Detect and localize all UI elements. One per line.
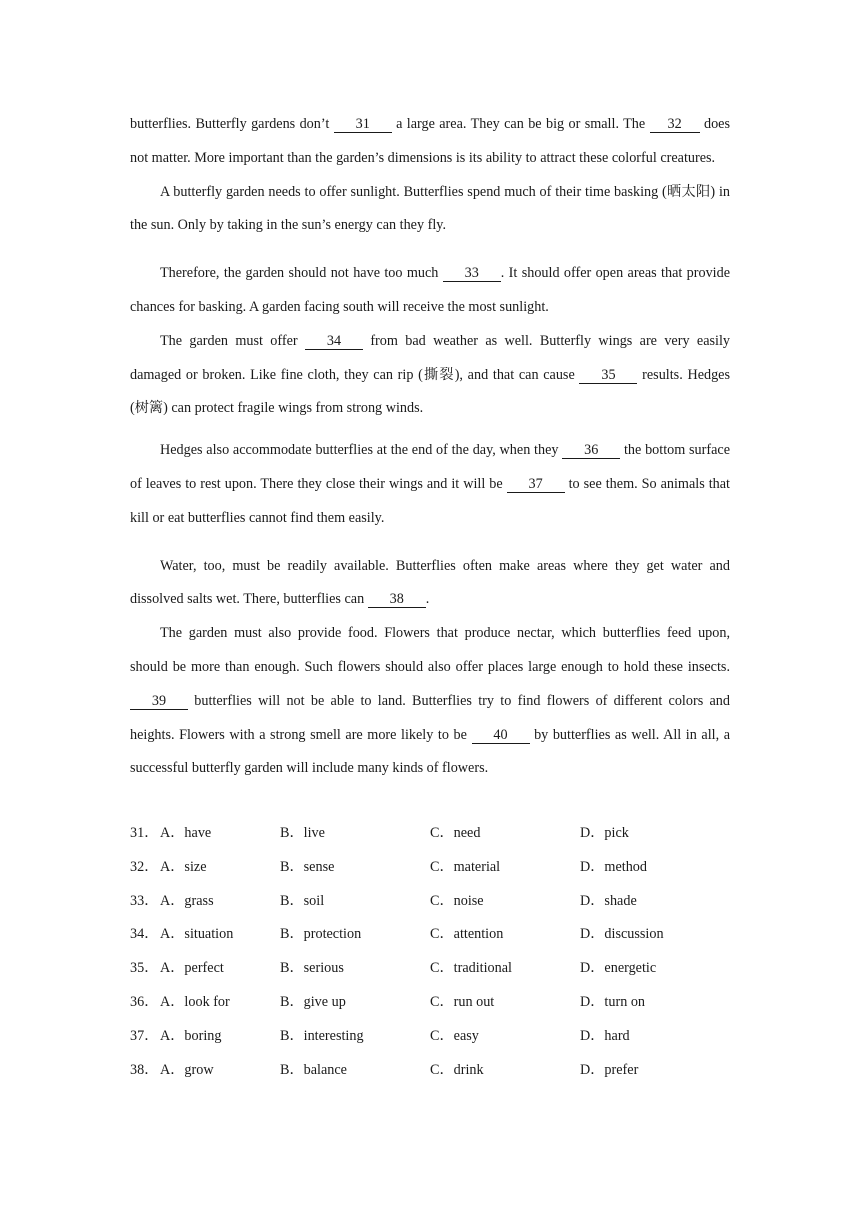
question-number: 31． bbox=[130, 825, 159, 841]
paragraph-6 bbox=[130, 550, 730, 618]
question-row bbox=[130, 918, 750, 952]
question-number: 37． bbox=[130, 1027, 159, 1044]
option-b: B．interesting bbox=[280, 1027, 364, 1044]
paragraph-7 bbox=[130, 617, 730, 786]
paragraph-3 bbox=[130, 257, 730, 325]
option-a: A．size bbox=[160, 858, 207, 875]
passage-text: The garden must also provide food. Flowers that produce nectar, which butterflies feed upon, should be more than enough. Such flowers should also offer places large enough to hold these insects. bbox=[130, 625, 730, 675]
option-c: C．material bbox=[430, 858, 501, 875]
option-b: B．protection bbox=[280, 926, 362, 943]
blank-37: 37 bbox=[507, 476, 565, 493]
question-row bbox=[130, 986, 750, 1020]
option-c: C．attention bbox=[430, 926, 504, 943]
passage-text: Hedges also accommodate butterflies at the end of the day, when they bbox=[160, 442, 563, 459]
question-number: 32． bbox=[130, 858, 159, 875]
passage-text: a large area. They can be big or small. The bbox=[391, 116, 650, 132]
question-row bbox=[130, 1020, 750, 1054]
option-c: C．easy bbox=[430, 1027, 479, 1044]
passage-text: does not matter. More important than the garden’s dimensions is its ability to attract these colorful creatures. bbox=[130, 116, 730, 166]
paragraph-1 bbox=[130, 108, 730, 176]
option-d: D．hard bbox=[580, 1027, 630, 1044]
option-c: C．run out bbox=[430, 993, 495, 1010]
option-a: A．boring bbox=[160, 1027, 222, 1044]
option-c: C．need bbox=[430, 825, 481, 841]
option-b: B．soil bbox=[280, 892, 325, 909]
paragraph-2: A butterfly garden needs to offer sunlight. Butterflies spend much of their time basking (晒太阳) in the sun. Only by taking in the sun’s energy can they fly. bbox=[130, 183, 730, 234]
passage-text: to see them. So animals that kill or eat butterflies cannot find them easily. bbox=[130, 475, 730, 526]
blank-35: 35 bbox=[579, 367, 637, 384]
option-a: A．grow bbox=[160, 1061, 214, 1078]
question-row bbox=[130, 851, 750, 885]
question-number: 35． bbox=[130, 960, 159, 977]
option-d: D．discussion bbox=[580, 926, 664, 943]
option-c: C．noise bbox=[430, 892, 484, 909]
option-d: D．shade bbox=[580, 892, 637, 909]
option-d: D．prefer bbox=[580, 1061, 639, 1078]
passage-text: Water, too, must be readily available. Butterflies often make areas where they get water and dissolved salts wet. There, butterflies can bbox=[130, 557, 730, 608]
option-a: A．perfect bbox=[160, 960, 224, 977]
option-d: D．turn on bbox=[580, 993, 646, 1010]
blank-32: 32 bbox=[650, 116, 700, 133]
passage-text: butterflies. Butterfly gardens don’t bbox=[130, 116, 334, 132]
option-a: A．grass bbox=[160, 892, 214, 909]
blank-34: 34 bbox=[305, 333, 363, 350]
question-row bbox=[130, 952, 750, 986]
option-d: D．energetic bbox=[580, 960, 657, 977]
question-number: 34． bbox=[130, 926, 159, 943]
blank-39: 39 bbox=[130, 693, 188, 710]
option-c: C．drink bbox=[430, 1061, 484, 1078]
option-c: C．traditional bbox=[430, 960, 512, 977]
passage-text: by butterflies as well. All in all, a successful butterfly garden will include many kinds of flowers. bbox=[130, 726, 730, 777]
passage-text: from bad weather as well. Butterfly wings are very easily damaged or broken. Like fine cloth, they can rip (撕裂), and that can cause bbox=[130, 332, 730, 383]
blank-31: 31 bbox=[334, 116, 392, 133]
option-d: D．method bbox=[580, 858, 647, 875]
paragraph-4 bbox=[130, 325, 730, 426]
option-b: B．sense bbox=[280, 858, 335, 875]
blank-36: 36 bbox=[562, 442, 620, 459]
question-number: 33． bbox=[130, 892, 159, 909]
question-row bbox=[130, 885, 750, 919]
option-b: B．balance bbox=[280, 1061, 347, 1078]
passage-text: butterflies will not be able to land. Butterflies try to find flowers of different colors and heights. Flowers with a strong smell are more likely to be bbox=[130, 692, 730, 743]
option-a: A．look for bbox=[160, 993, 230, 1010]
passage-text: Therefore, the garden should not have too much bbox=[160, 265, 443, 282]
blank-33: 33 bbox=[443, 265, 501, 282]
blank-40: 40 bbox=[472, 727, 530, 744]
answer-options bbox=[130, 817, 750, 1087]
option-a: A．situation bbox=[160, 926, 234, 943]
option-a: A．have bbox=[160, 825, 212, 841]
passage-text: . bbox=[425, 591, 430, 608]
option-b: B．give up bbox=[280, 993, 346, 1010]
passage-text: the bottom surface of leaves to rest upon. There they close their wings and it will be bbox=[130, 442, 730, 492]
reading-passage bbox=[130, 108, 730, 786]
option-b: B．live bbox=[280, 825, 325, 841]
question-number: 38． bbox=[130, 1061, 159, 1078]
question-row bbox=[130, 817, 750, 851]
question-row bbox=[130, 1054, 750, 1088]
passage-text: results. Hedges (树篱) can protect fragile wings from strong winds. bbox=[130, 366, 730, 417]
passage-text: The garden must offer bbox=[160, 332, 305, 349]
passage-text: . It should offer open areas that provide chances for basking. A garden facing south will receive the most sunlight. bbox=[130, 265, 731, 315]
option-d: D．pick bbox=[580, 825, 629, 841]
paragraph-5 bbox=[130, 434, 730, 535]
blank-38: 38 bbox=[368, 591, 426, 608]
option-b: B．serious bbox=[280, 960, 344, 977]
question-number: 36． bbox=[130, 993, 159, 1010]
